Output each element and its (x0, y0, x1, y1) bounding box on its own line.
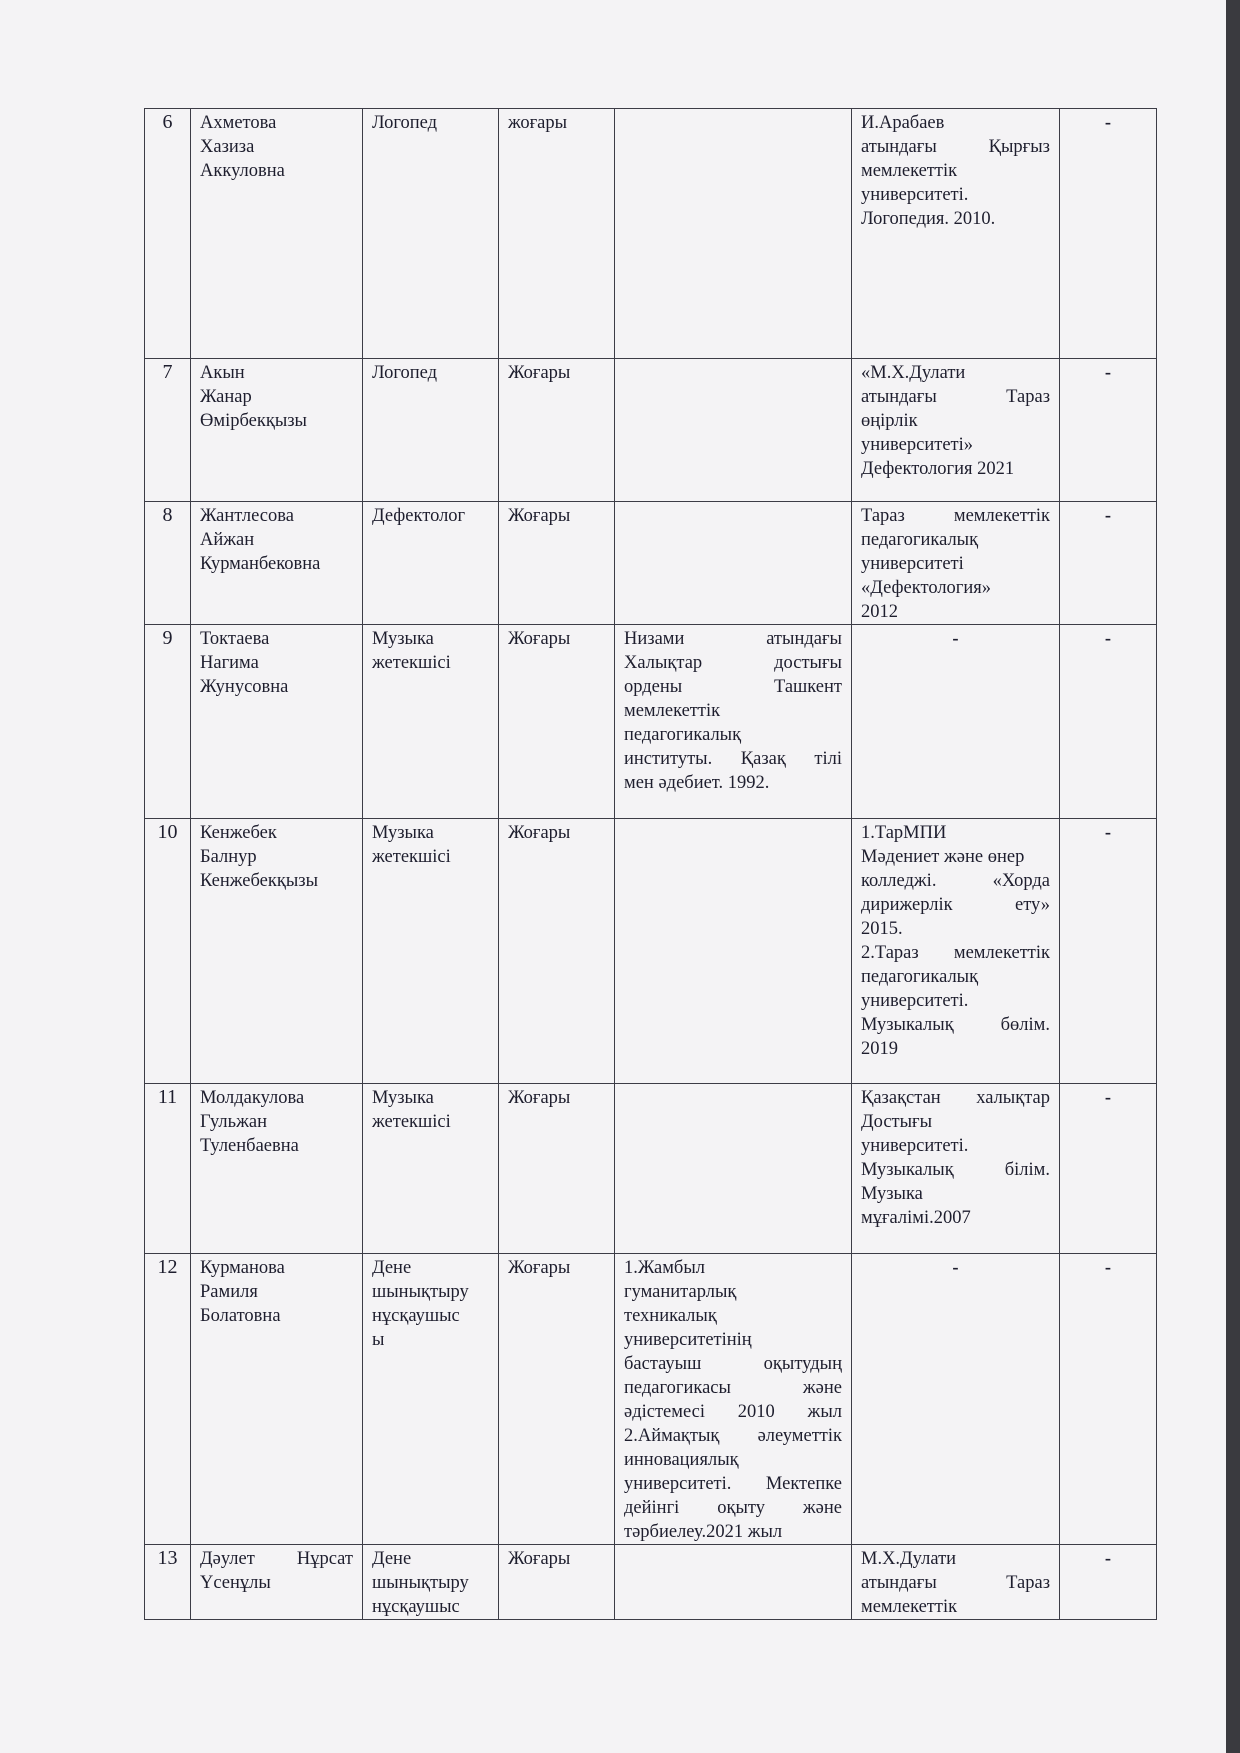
table-row (145, 109, 1157, 359)
table-row (145, 1084, 1157, 1254)
cell-line: нұсқаушыс (372, 1597, 460, 1617)
table-row (145, 819, 1157, 1084)
cell-line: Логопед (372, 113, 437, 133)
cell-line: Логопедия. 2010. (861, 209, 996, 229)
cell-line: Кенжебекқызы (200, 871, 319, 891)
cell-line: техникалық (624, 1306, 717, 1326)
cell-line: ы (372, 1330, 385, 1350)
employee-name (191, 819, 363, 1084)
pedagogical-education (615, 625, 852, 819)
employee-position (363, 1084, 499, 1254)
cell-line: жетекшісі (372, 847, 451, 867)
pedagogical-education (615, 1545, 852, 1620)
cell-line: инновациялық (624, 1450, 739, 1470)
row-number: 6 (145, 109, 191, 359)
pedagogical-education (615, 502, 852, 625)
category-value: - (1060, 1084, 1157, 1254)
cell-line: Үсенұлы (200, 1573, 271, 1593)
cell-line: - (952, 629, 959, 649)
cell-line: Дефектология 2021 (861, 459, 1015, 479)
employee-position (363, 819, 499, 1084)
cell-line: жетекшісі (372, 1112, 451, 1132)
employee-position (363, 1545, 499, 1620)
specialty-education (852, 625, 1060, 819)
employee-name (191, 625, 363, 819)
cell-line: тәрбиелеу.2021 жыл (624, 1522, 783, 1542)
cell-line: 2.Аймақтық әлеуметтік (624, 1426, 842, 1446)
employee-position (363, 359, 499, 502)
cell-line: нұсқаушыс (372, 1306, 460, 1326)
cell-line: дирижерлік ету» (861, 895, 1050, 915)
cell-line: Курманова (200, 1258, 285, 1278)
cell-line: - (952, 1258, 959, 1278)
specialty-education (852, 1084, 1060, 1254)
cell-line: Өмірбекқызы (200, 411, 307, 431)
education-level: Жоғары (499, 1254, 615, 1545)
cell-line: «М.Х.Дулати (861, 363, 966, 383)
cell-line: 2015. (861, 919, 903, 939)
cell-line: атындағы Тараз (861, 387, 1050, 407)
cell-line: Низами атындағы (624, 629, 842, 649)
cell-line: педагогикалық (861, 530, 979, 550)
cell-line: университеті. (861, 185, 969, 205)
cell-line: Музыка (861, 1184, 923, 1204)
cell-line: Музыка (372, 1088, 434, 1108)
cell-line: дейінгі оқыту және (624, 1498, 842, 1518)
cell-line: Рамиля (200, 1282, 258, 1302)
cell-line: шынықтыру (372, 1282, 469, 1302)
cell-line: Дефектолог (372, 506, 466, 526)
category-value: - (1060, 1254, 1157, 1545)
cell-line: бастауыш оқытудың (624, 1354, 842, 1374)
cell-line: педагогикасы және (624, 1378, 842, 1398)
row-number: 13 (145, 1545, 191, 1620)
cell-line: Молдакулова (200, 1088, 305, 1108)
row-number: 9 (145, 625, 191, 819)
cell-line: мемлекеттік (861, 161, 958, 181)
cell-line: Гульжан (200, 1112, 267, 1132)
education-level: жоғары (499, 109, 615, 359)
specialty-education (852, 1545, 1060, 1620)
cell-line: «Дефектология» (861, 578, 992, 598)
row-number: 11 (145, 1084, 191, 1254)
category-value: - (1060, 502, 1157, 625)
specialty-education (852, 1254, 1060, 1545)
cell-line: Аккуловна (200, 161, 285, 181)
specialty-education (852, 359, 1060, 502)
specialty-education (852, 502, 1060, 625)
employee-position (363, 1254, 499, 1545)
cell-line: Музыка (372, 823, 434, 843)
pedagogical-education (615, 819, 852, 1084)
cell-line: мен әдебиет. 1992. (624, 773, 770, 793)
cell-line: 2019 (861, 1039, 898, 1059)
cell-line: Дене (372, 1549, 412, 1569)
cell-line: 2012 (861, 602, 898, 622)
cell-line: Музыкалық бөлім. (861, 1015, 1050, 1035)
table-row (145, 502, 1157, 625)
cell-line: мемлекеттік (624, 701, 721, 721)
table-row (145, 625, 1157, 819)
cell-line: университеті. Мектепке (624, 1474, 842, 1494)
employee-name (191, 502, 363, 625)
cell-line: атындағы Қырғыз (861, 137, 1050, 157)
table-row (145, 1254, 1157, 1545)
employee-name (191, 359, 363, 502)
cell-line: мұғалімі.2007 (861, 1208, 971, 1228)
cell-line: колледжі. «Хорда (861, 871, 1050, 891)
cell-line: педагогикалық (861, 967, 979, 987)
cell-line: Курманбековна (200, 554, 321, 574)
table-row (145, 1545, 1157, 1620)
specialty-education (852, 819, 1060, 1084)
employee-position (363, 625, 499, 819)
row-number: 10 (145, 819, 191, 1084)
cell-line: Ахметова (200, 113, 277, 133)
cell-line: атындағы Тараз (861, 1573, 1050, 1593)
pedagogical-education (615, 1254, 852, 1545)
cell-line: университетінің (624, 1330, 752, 1350)
category-value: - (1060, 359, 1157, 502)
cell-line: әдістемесі 2010 жыл (624, 1402, 842, 1422)
category-value: - (1060, 1545, 1157, 1620)
table-row (145, 359, 1157, 502)
cell-line: 1.Жамбыл (624, 1258, 705, 1278)
cell-line: университеті. (861, 1136, 969, 1156)
employee-name (191, 109, 363, 359)
cell-line: Дәулет Нұрсат (200, 1549, 353, 1569)
staff-table (144, 108, 1157, 1620)
cell-line: Болатовна (200, 1306, 281, 1326)
education-level: Жоғары (499, 502, 615, 625)
row-number: 7 (145, 359, 191, 502)
cell-line: Жантлесова (200, 506, 294, 526)
cell-line: Акын (200, 363, 245, 383)
cell-line: И.Арабаев (861, 113, 945, 133)
cell-line: Жунусовна (200, 677, 289, 697)
cell-line: Нагима (200, 653, 259, 673)
cell-line: институты. Қазақ тілі (624, 749, 842, 769)
pedagogical-education (615, 359, 852, 502)
cell-line: университеті» (861, 435, 974, 455)
cell-line: Дене (372, 1258, 412, 1278)
cell-line: Логопед (372, 363, 437, 383)
education-level: Жоғары (499, 819, 615, 1084)
cell-line: Мәдениет және өнер (861, 847, 1025, 867)
employee-name (191, 1254, 363, 1545)
category-value: - (1060, 109, 1157, 359)
cell-line: мемлекеттік (861, 1597, 958, 1617)
cell-line: гуманитарлық (624, 1282, 737, 1302)
employee-name (191, 1545, 363, 1620)
education-level: Жоғары (499, 359, 615, 502)
row-number: 8 (145, 502, 191, 625)
category-value: - (1060, 625, 1157, 819)
cell-line: Достығы (861, 1112, 933, 1132)
table-body (145, 109, 1157, 1620)
cell-line: Халықтар достығы (624, 653, 842, 673)
cell-line: Музыкалық білім. (861, 1160, 1050, 1180)
cell-line: университеті (861, 554, 964, 574)
specialty-education (852, 109, 1060, 359)
education-level: Жоғары (499, 625, 615, 819)
cell-line: Хазиза (200, 137, 255, 157)
cell-line: педагогикалық (624, 725, 742, 745)
cell-line: Айжан (200, 530, 255, 550)
cell-line: ордены Ташкент (624, 677, 842, 697)
education-level: Жоғары (499, 1545, 615, 1620)
cell-line: 1.ТарМПИ (861, 823, 947, 843)
pedagogical-education (615, 1084, 852, 1254)
cell-line: жетекшісі (372, 653, 451, 673)
education-level: Жоғары (499, 1084, 615, 1254)
row-number: 12 (145, 1254, 191, 1545)
cell-line: университеті. (861, 991, 969, 1011)
employee-name (191, 1084, 363, 1254)
cell-line: Туленбаевна (200, 1136, 299, 1156)
cell-line: М.Х.Дулати (861, 1549, 957, 1569)
cell-line: Кенжебек (200, 823, 277, 843)
category-value: - (1060, 819, 1157, 1084)
cell-line: Балнур (200, 847, 257, 867)
scan-edge (1226, 0, 1240, 1753)
cell-line: Токтаева (200, 629, 270, 649)
cell-line: шынықтыру (372, 1573, 469, 1593)
employee-position (363, 502, 499, 625)
employee-position (363, 109, 499, 359)
pedagogical-education (615, 109, 852, 359)
cell-line: 2.Тараз мемлекеттік (861, 943, 1050, 963)
cell-line: Тараз мемлекеттік (861, 506, 1050, 526)
cell-line: өңірлік (861, 411, 918, 431)
cell-line: Қазақстан халықтар (861, 1088, 1050, 1108)
cell-line: Музыка (372, 629, 434, 649)
cell-line: Жанар (200, 387, 252, 407)
